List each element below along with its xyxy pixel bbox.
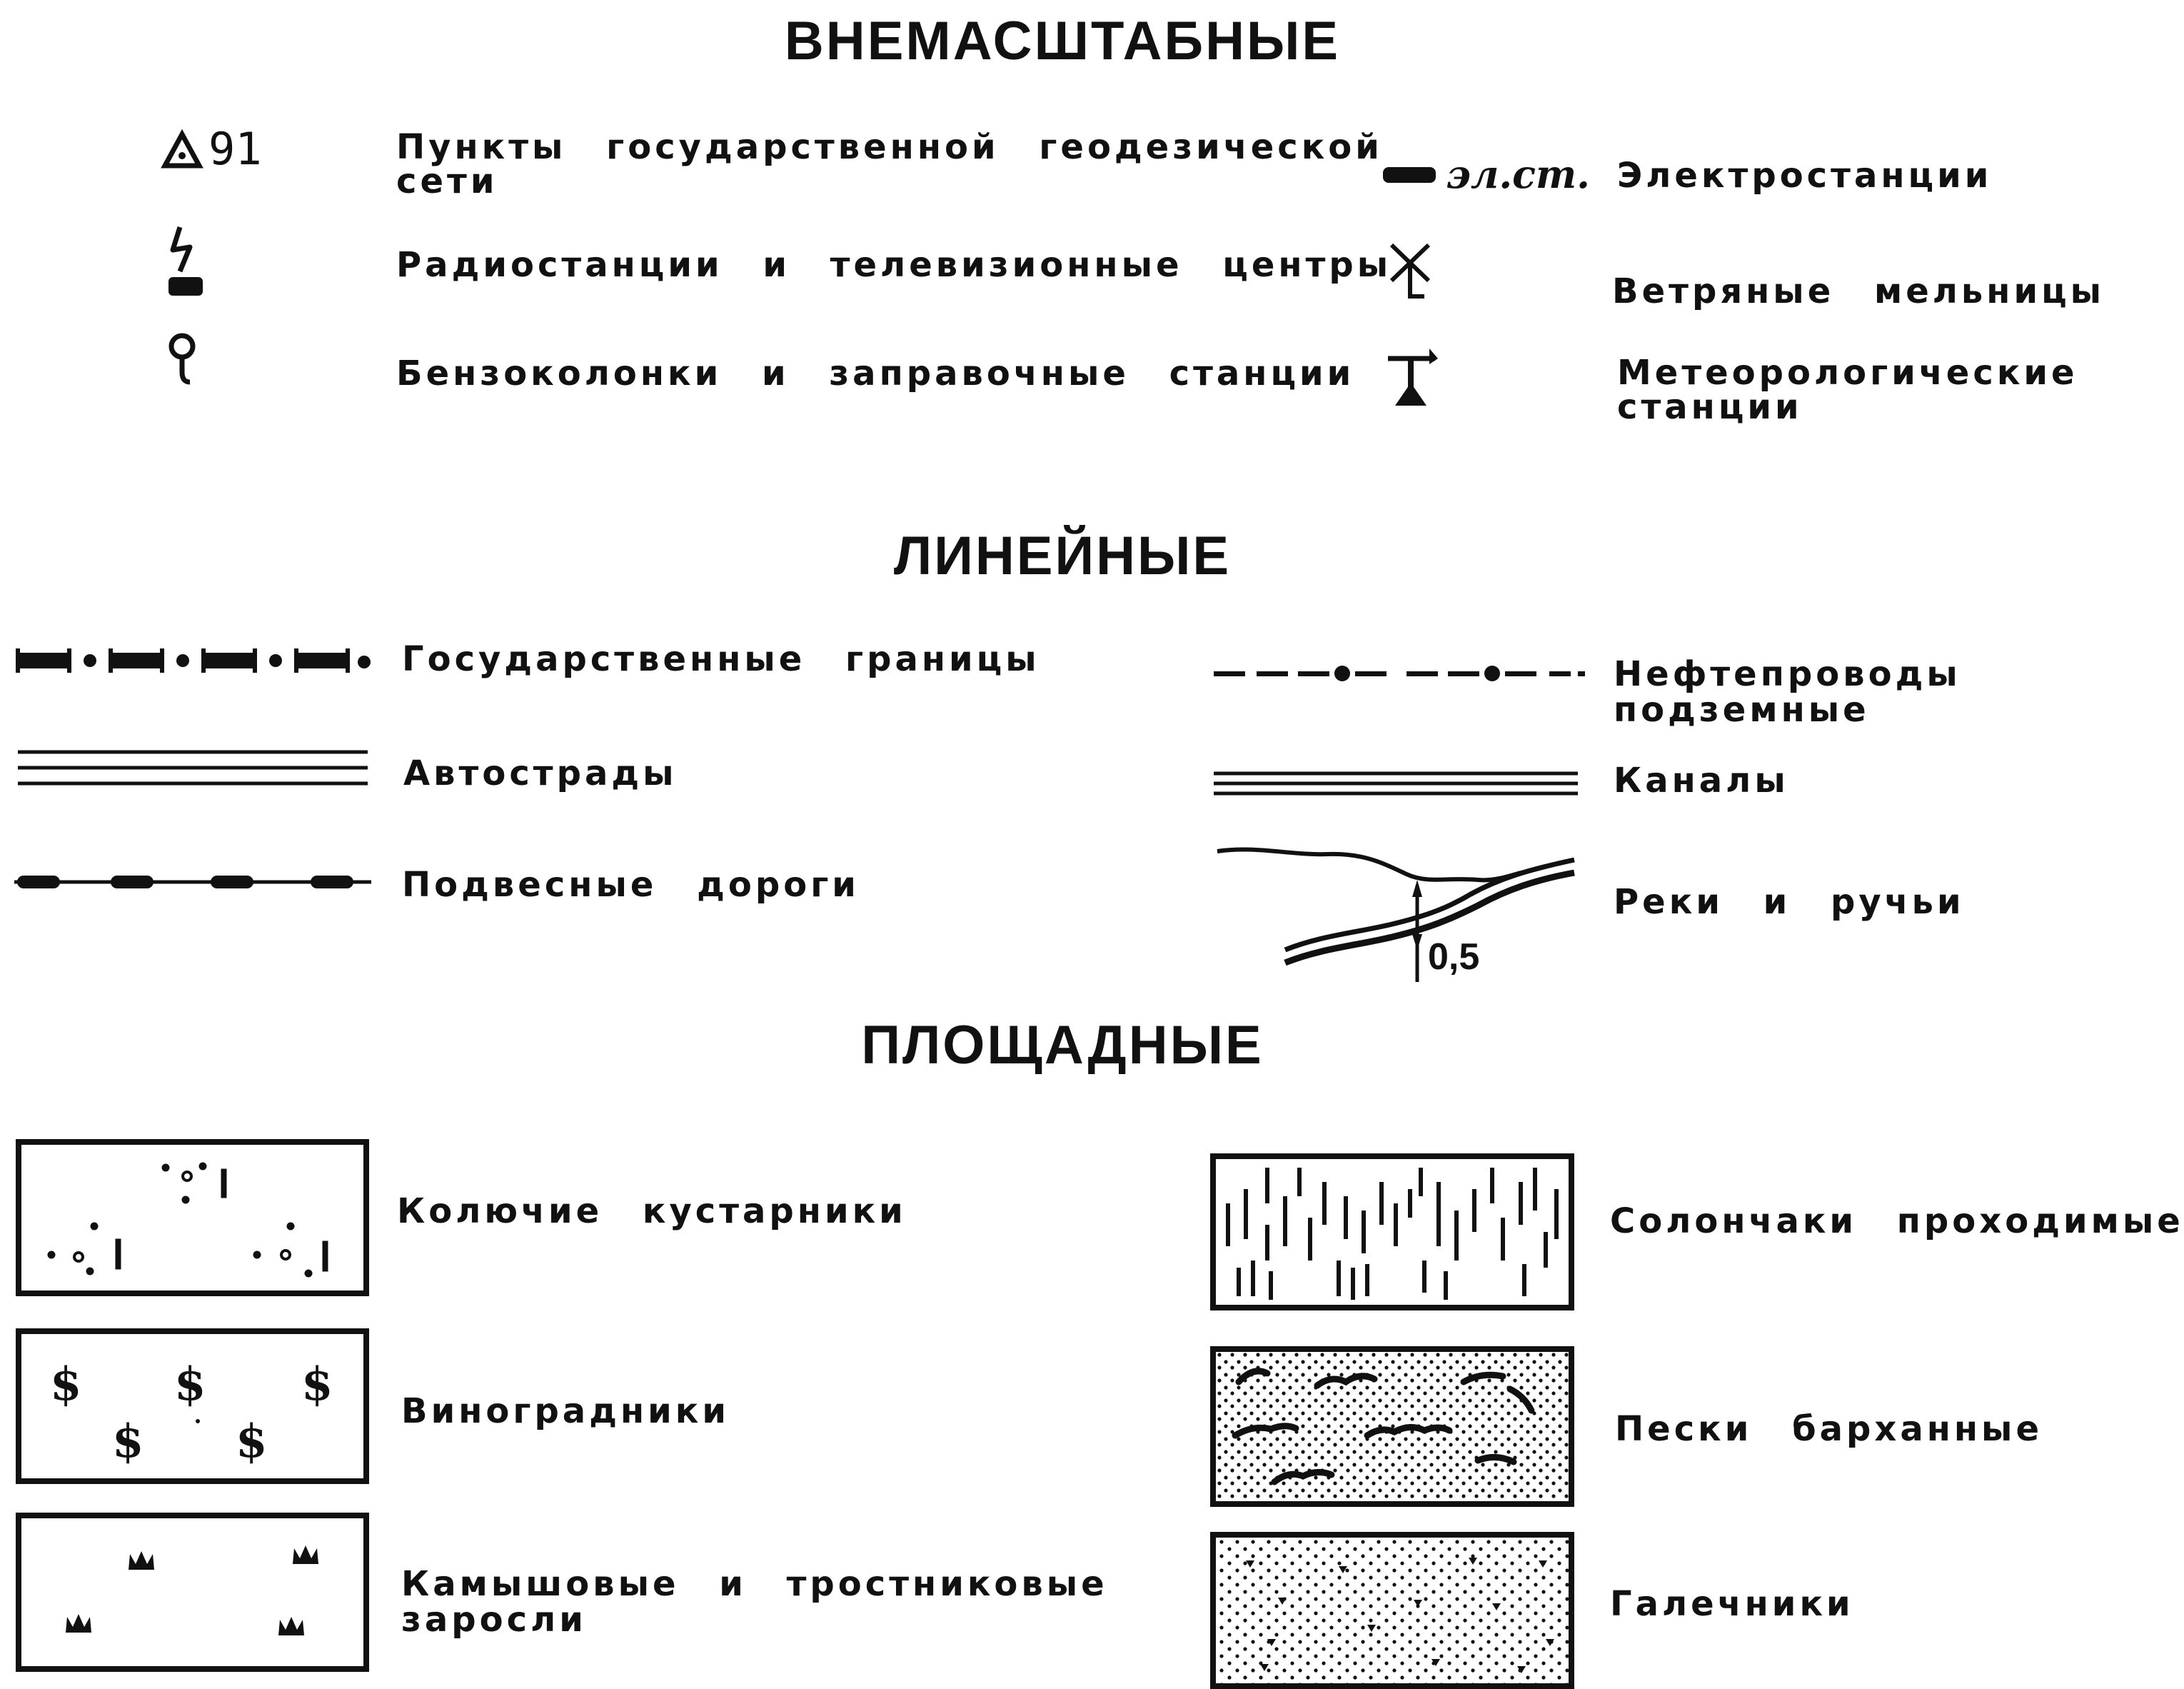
label-border: Государственные границы [402, 639, 1040, 679]
fuel-pump-icon [164, 332, 200, 389]
svg-text:$: $ [301, 1358, 333, 1411]
label-reeds-line2: заросли [401, 1600, 587, 1640]
highway-line-icon [18, 746, 368, 789]
pipeline-line-icon [1214, 661, 1585, 686]
label-vineyard: Виноградники [401, 1391, 730, 1431]
label-dunes: Пески барханные [1615, 1409, 2043, 1449]
label-meteo-line1: Метеорологические [1617, 353, 2078, 393]
label-geodetic-line2: сети [396, 161, 498, 201]
label-thorny: Колючие кустарники [397, 1191, 907, 1231]
label-pipeline-line1: Нефтепроводы [1614, 654, 1961, 694]
salt-marsh-pattern-icon [1210, 1153, 1574, 1310]
weather-station-icon [1378, 343, 1442, 411]
svg-text:$: $ [112, 1415, 144, 1468]
svg-text:$: $ [236, 1415, 268, 1468]
label-fuel: Бензоколонки и заправочные станции [396, 354, 1355, 394]
power-station-abbr: эл.ст. [1446, 151, 1590, 197]
svg-text:$: $ [174, 1358, 206, 1411]
section-heading-area: ПЛОЩАДНЫЕ [861, 1015, 1264, 1076]
dune-sand-pattern-icon [1210, 1346, 1574, 1507]
canal-line-icon [1214, 769, 1578, 798]
label-cableway: Подвесные дороги [402, 865, 860, 905]
label-pipeline-line2: подземные [1614, 690, 1870, 730]
label-saltmarsh: Солончаки проходимые [1610, 1201, 2184, 1241]
label-canal: Каналы [1614, 761, 1789, 801]
state-border-line-icon [14, 643, 371, 678]
reed-pattern-icon [16, 1513, 369, 1673]
vineyard-pattern-icon [16, 1328, 369, 1485]
label-reeds-line1: Камышовые и тростниковые [401, 1564, 1108, 1604]
label-highway: Автострады [403, 753, 678, 793]
label-pebbles: Галечники [1610, 1584, 1854, 1624]
geodetic-elevation: 91 [208, 123, 262, 175]
river-width-note: 0,5 [1428, 936, 1480, 978]
label-meteo-line2: станции [1617, 387, 1803, 427]
label-geodetic-line1: Пункты государственной геодезической [396, 127, 1383, 167]
river-line-icon [1214, 836, 1585, 986]
label-radio: Радиостанции и телевизионные центры [396, 245, 1392, 285]
label-river: Реки и ручьи [1614, 882, 1965, 922]
pebble-pattern-icon [1210, 1532, 1574, 1689]
label-power: Электростанции [1617, 156, 1993, 196]
svg-text:$: $ [50, 1358, 82, 1411]
section-heading-linear: ЛИНЕЙНЫЕ [893, 526, 1232, 586]
power-station-icon [1382, 164, 1439, 186]
thorny-shrub-pattern-icon [16, 1139, 369, 1296]
section-heading-point: ВНЕМАСШТАБНЫЕ [784, 11, 1341, 71]
windmill-icon [1382, 239, 1439, 304]
radio-tower-icon [164, 221, 207, 300]
cableway-line-icon [14, 868, 371, 896]
triangle-point-icon [161, 129, 203, 171]
label-windmill: Ветряные мельницы [1612, 271, 2105, 311]
